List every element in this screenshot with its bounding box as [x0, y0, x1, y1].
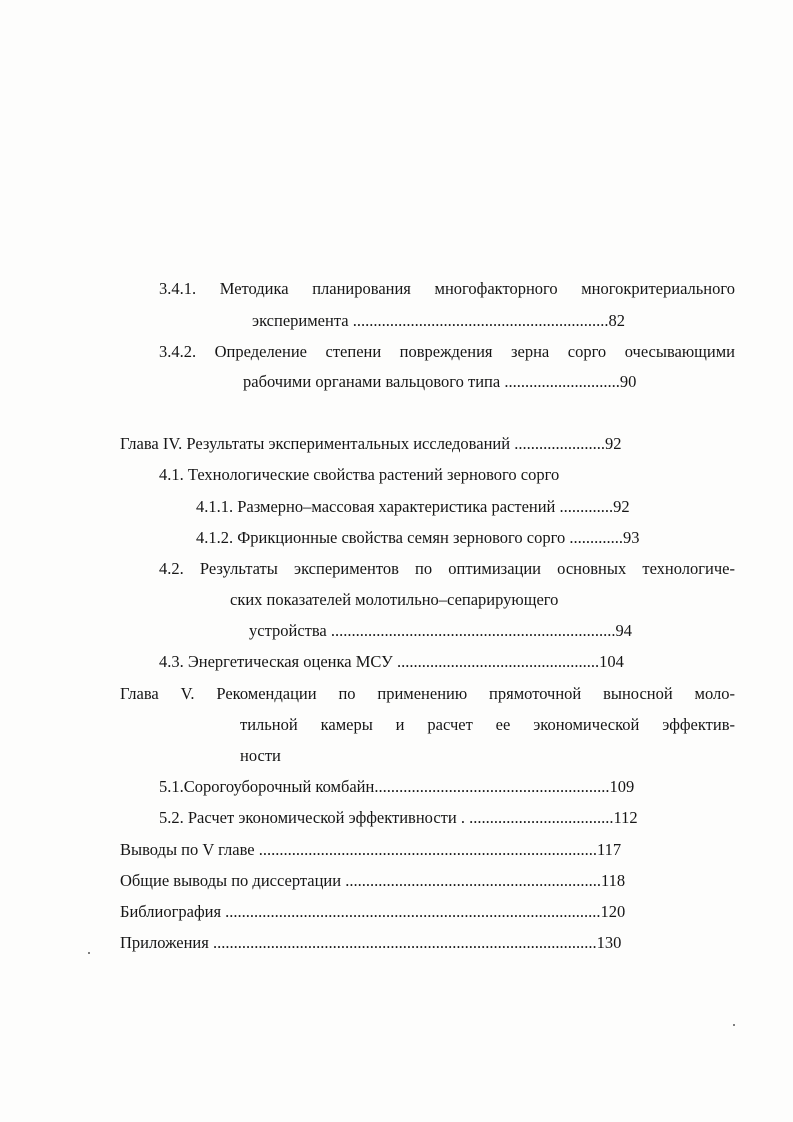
toc-341-line1: 3.4.1. Методика планирования многофакторного многокритериального [159, 279, 735, 298]
toc-341-line2: эксперимента ..............................................................82 [252, 311, 625, 330]
scan-speck [88, 952, 90, 954]
toc-51: 5.1.Сорогоуборочный комбайн.........................................................109 [159, 777, 635, 796]
toc-42-line1: 4.2. Результаты экспериментов по оптимизации основных технологиче- [159, 559, 735, 578]
toc-chapter-5-line2: тильной камеры и расчет ее экономической эффектив- [240, 715, 735, 734]
toc-bibliography: Библиография ...........................................................................................120 [120, 902, 626, 921]
toc-43: 4.3. Энергетическая оценка МСУ .................................................104 [159, 652, 624, 671]
scan-speck [733, 1024, 735, 1026]
toc-appendices: Приложения .............................................................................................130 [120, 933, 622, 952]
toc-conclusions-ch5: Выводы по V главе ..................................................................................117 [120, 840, 622, 859]
toc-general-conclusions: Общие выводы по диссертации ..............................................................118 [120, 871, 626, 890]
toc-52: 5.2. Расчет экономической эффективности . ...................................112 [159, 808, 638, 827]
toc-42-line3: устройства .....................................................................94 [249, 621, 632, 640]
toc-342-line1: 3.4.2. Определение степени повреждения зерна сорго очесывающими [159, 342, 735, 361]
toc-42-line2: ских показателей молотильно–сепарирующего [230, 590, 559, 609]
toc-342-line2: рабочими органами вальцового типа ............................90 [243, 372, 637, 391]
toc-chapter-5-line1: Глава V. Рекомендации по применению прямоточной выносной моло- [120, 684, 735, 703]
toc-412: 4.1.2. Фрикционные свойства семян зернового сорго .............93 [196, 528, 640, 547]
toc-411: 4.1.1. Размерно–массовая характеристика растений .............92 [196, 497, 630, 516]
toc-chapter-5-line3: ности [240, 746, 281, 765]
toc-41: 4.1. Технологические свойства растений зернового сорго [159, 465, 560, 484]
toc-chapter-4-title: Глава IV. Результаты экспериментальных исследований ......................92 [120, 434, 622, 453]
